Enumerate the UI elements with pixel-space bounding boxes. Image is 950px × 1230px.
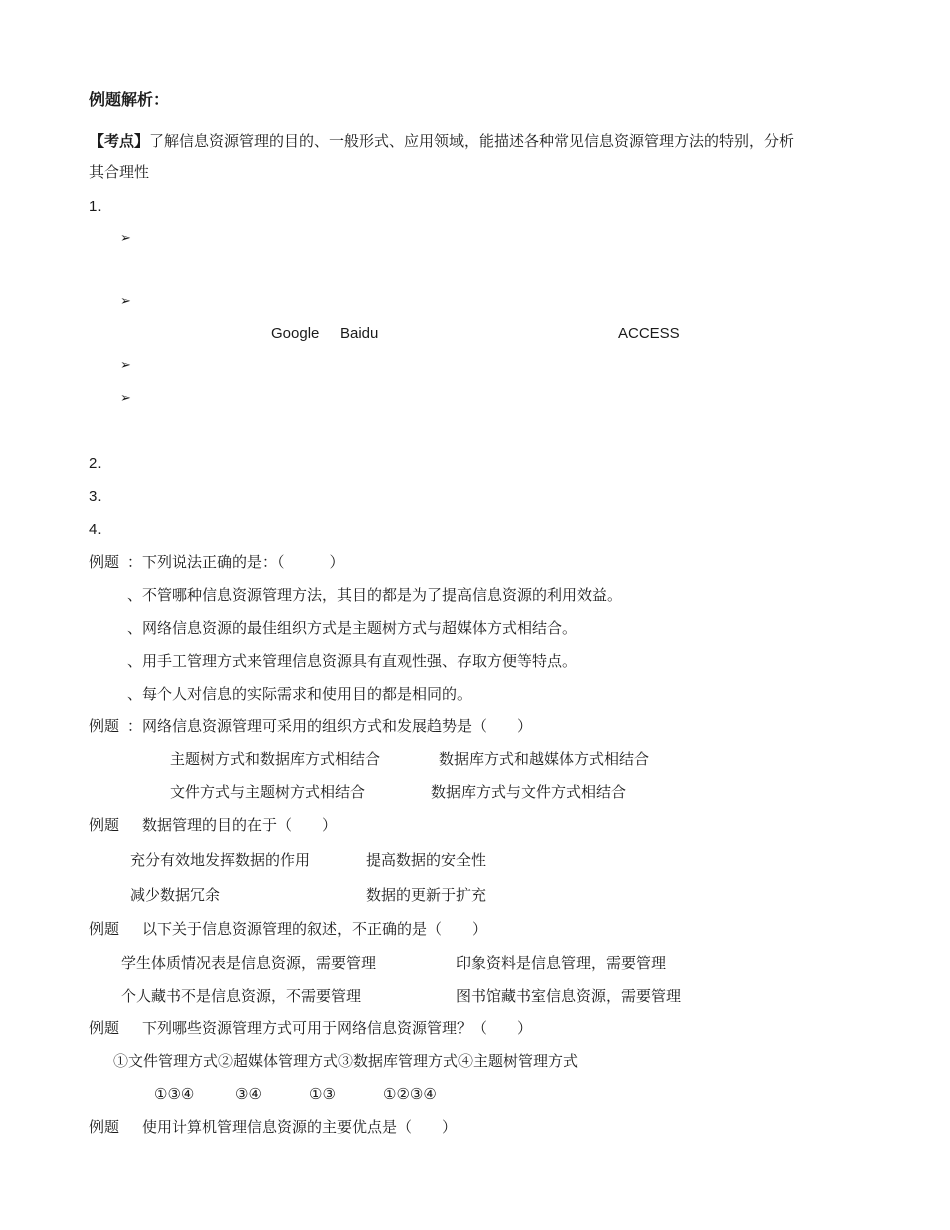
- q4-label: 例题: [89, 920, 120, 938]
- q1-label: 例题: [89, 553, 120, 571]
- q4-option: 学生体质情况表是信息资源，需要管理: [121, 954, 377, 972]
- item-number-1: 1.: [89, 198, 102, 215]
- q5-label: 例题: [89, 1019, 120, 1037]
- q2-option: 主题树方式和数据库方式相结合: [170, 750, 381, 768]
- q5-option: ①③④: [154, 1085, 195, 1103]
- q3-option: 减少数据冗余: [130, 886, 221, 904]
- q3-option: 充分有效地发挥数据的作用: [130, 851, 311, 869]
- kaodian-line-1: [89, 131, 794, 151]
- q2-stem: ：网络信息资源管理可采用的组织方式和发展趋势是（ ）: [127, 717, 533, 735]
- item-number-2: 2.: [89, 455, 102, 472]
- q2-option: 数据库方式和越媒体方式相结合: [439, 750, 650, 768]
- q1-option: 、网络信息资源的最佳组织方式是主题树方式与超媒体方式相结合。: [127, 619, 578, 637]
- q5-option: ①③: [309, 1085, 336, 1103]
- q2-label: 例题: [89, 717, 120, 735]
- q6-label: 例题: [89, 1118, 120, 1136]
- q2-option: 文件方式与主题树方式相结合: [170, 783, 366, 801]
- keyword-baidu: Baidu: [340, 325, 379, 342]
- q5-stem: 下列哪些资源管理方式可用于网络信息资源管理？（ ）: [142, 1019, 533, 1037]
- q5-methods-line: ①文件管理方式②超媒体管理方式③数据库管理方式④主题树管理方式: [113, 1052, 579, 1070]
- kaodian-text: 了解信息资源管理的目的、一般形式、应用领域，能描述各种常见信息资源管理方法的特别，分析: [149, 132, 795, 150]
- q1-option: 、每个人对信息的实际需求和使用目的都是相同的。: [127, 685, 473, 703]
- q1-option: 、用手工管理方式来管理信息资源具有直观性强、存取方便等特点。: [127, 652, 578, 670]
- q4-option: 图书馆藏书室信息资源，需要管理: [456, 987, 682, 1005]
- q4-stem: 以下关于信息资源管理的叙述，不正确的是（ ）: [142, 920, 488, 938]
- kaodian-tag: 【考点】: [89, 132, 150, 150]
- bullet-arrow-icon: ➢: [120, 358, 131, 373]
- q5-option: ③④: [235, 1085, 262, 1103]
- q4-option: 个人藏书不是信息资源，不需要管理: [121, 987, 362, 1005]
- keyword-google: Google: [271, 325, 320, 342]
- q3-label: 例题: [89, 816, 120, 834]
- q3-stem: 数据管理的目的在于（ ）: [142, 816, 338, 834]
- q3-option: 数据的更新于扩充: [366, 886, 487, 904]
- bullet-arrow-icon: ➢: [120, 391, 131, 406]
- q1-stem: ：下列说法正确的是：（ ）: [127, 553, 345, 571]
- bullet-arrow-icon: ➢: [120, 231, 131, 246]
- bullet-arrow-icon: ➢: [120, 294, 131, 309]
- q6-stem: 使用计算机管理信息资源的主要优点是（ ）: [142, 1118, 458, 1136]
- item-number-4: 4.: [89, 521, 102, 538]
- section-heading: 例题解析：: [89, 90, 170, 109]
- kaodian-line-2: 其合理性: [89, 163, 150, 181]
- q5-option: ①②③④: [383, 1085, 437, 1103]
- q4-option: 印象资料是信息管理，需要管理: [456, 954, 667, 972]
- item-number-3: 3.: [89, 488, 102, 505]
- q2-option: 数据库方式与文件方式相结合: [431, 783, 627, 801]
- q1-option: 、不管哪种信息资源管理方法，其目的都是为了提高信息资源的利用效益。: [127, 586, 623, 604]
- keyword-access: ACCESS: [618, 325, 680, 342]
- q3-option: 提高数据的安全性: [366, 851, 487, 869]
